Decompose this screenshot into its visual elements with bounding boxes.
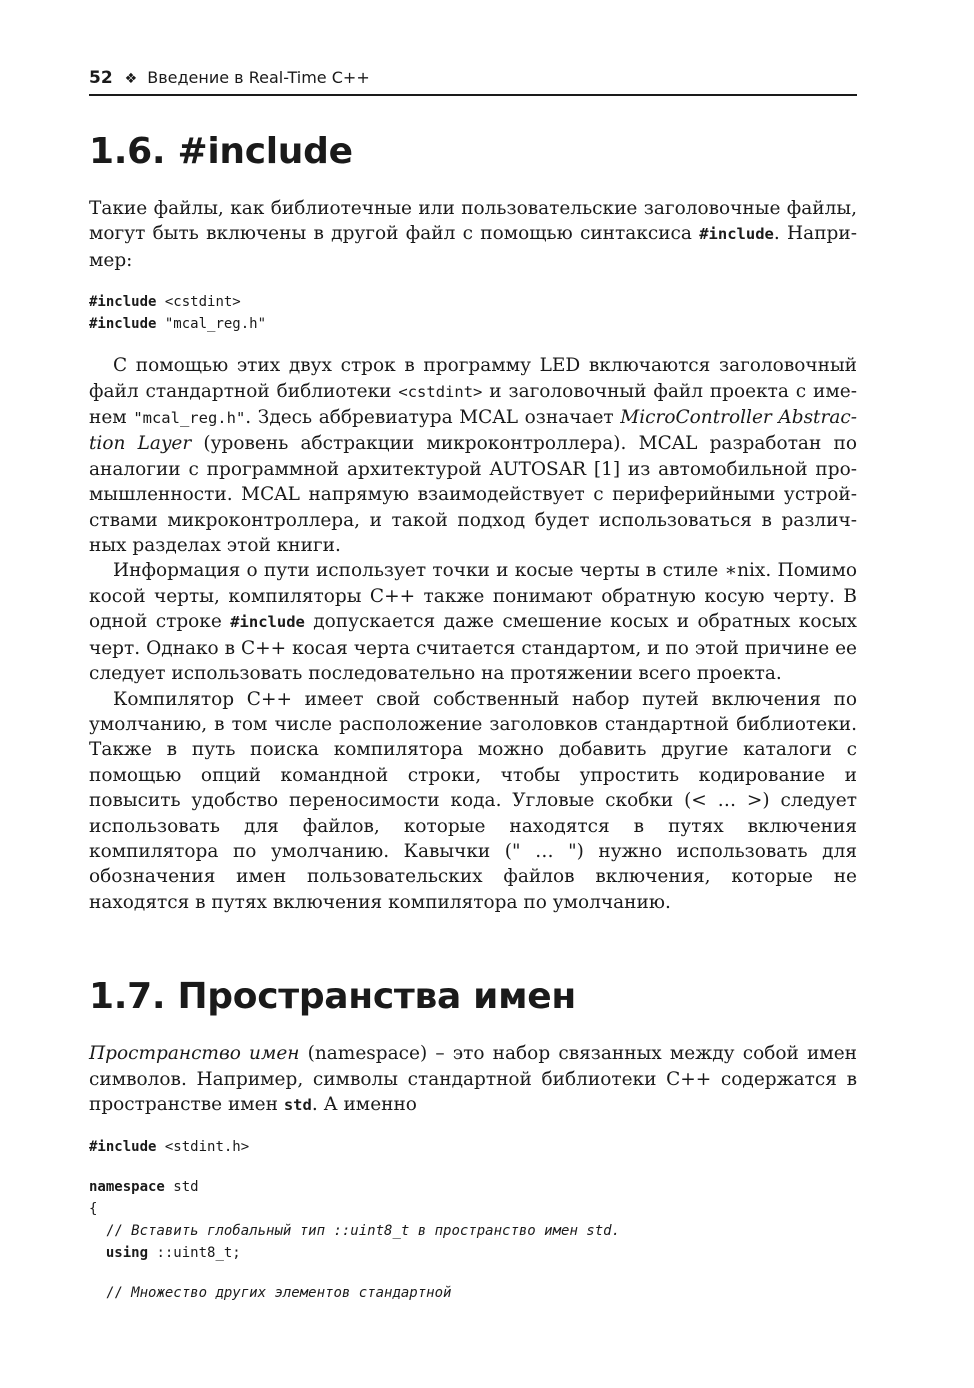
- body-paragraph: Информация о пути использует точки и косые черты в стиле ∗nix. Помимо косой черты, компиляторы C++ также понимают обратную косую черту. В одной строке #include допускается даже смешение косых и обратных косых черт. Однако в C++ косая черта считается стандартом, и по этой причине ее следует использовать последовательно на протяжении всего проекта.: [89, 560, 857, 685]
- code-line: using ::uint8_t;: [105, 1245, 241, 1262]
- code-block-include: [89, 291, 857, 335]
- emphasis: MicroController Abstraction Layer: [89, 407, 857, 455]
- section-heading-include: 1.6. #include: [89, 131, 353, 172]
- include-intro-paragraph: Такие файлы, как библиотечные или пользовательские заголовочные файлы, могут быть включены в другой файл с помощью синтаксиса #include. Например:: [89, 198, 857, 271]
- running-title: Введение в Real-Time C++: [147, 68, 370, 87]
- inline-code: std: [283, 1095, 312, 1114]
- inline-code: #include: [230, 613, 305, 632]
- code-block-namespace: [89, 1136, 857, 1304]
- diamond-ornament-icon: ❖: [124, 71, 138, 87]
- code-comment-line: // Вставить глобальный тип ::uint8_t в пространство имен std.: [89, 1223, 621, 1240]
- code-line: {: [89, 1201, 98, 1218]
- code-line: #include <stdint.h>: [89, 1139, 250, 1156]
- namespace-intro-paragraph: Пространство имен (namespace) – это набор связанных между собой имен символов. Например, символы стандартной библиотеки C++ содержатся в пространстве имен std. А именно: [89, 1043, 857, 1115]
- book-page: [89, 62, 857, 1304]
- code-comment-line: // Множество других элементов стандартной: [89, 1285, 452, 1302]
- section-heading-namespaces: 1.7. Пространства имен: [89, 976, 576, 1018]
- inline-code: "mcal_reg.h": [133, 409, 246, 428]
- running-header: [89, 62, 857, 96]
- code-line: #include "mcal_reg.h": [89, 316, 267, 333]
- emphasis: Пространство имен: [89, 1043, 300, 1065]
- inline-code: #include: [699, 225, 774, 244]
- inline-code: <cstdint>: [398, 382, 483, 401]
- body-paragraph: С помощью этих двух строк в программу LED включаются заголовочный файл стандартной библиотеки <cstdint> и заголовочный файл проекта с именем "mcal_reg.h". Здесь аббревиатура MCAL означает MicroController Abstraction Layer (уровень абстракции микроконтроллера). MCAL разработан по аналогии с программной архитектурой AUTOSAR [1] из автомобильной промышленности. MCAL напрямую взаимодействует с периферийными устройствами микроконтроллера, и такой подход будет использоваться в различных разделах этой книги.: [89, 355, 857, 557]
- code-line: #include <cstdint>: [89, 294, 241, 311]
- code-line: namespace std: [89, 1179, 199, 1196]
- body-paragraph: Компилятор C++ имеет свой собственный набор путей включения по умолчанию, в том числе расположение заголовков стандартной библиотеки. Также в путь поиска компилятора можно добавить другие каталоги с помощью опций командной строки, чтобы упростить кодирование и повысить удобство переносимости кода. Угловые скобки (< … >) следует использовать для файлов, которые находятся в путях включения компилятора по умолчанию. Кавычки (" … ") нужно использовать для обозначения имен пользовательских файлов включения, которые не находятся в путях включения компилятора по умолчанию.: [89, 688, 857, 913]
- page-number: 52: [89, 68, 113, 88]
